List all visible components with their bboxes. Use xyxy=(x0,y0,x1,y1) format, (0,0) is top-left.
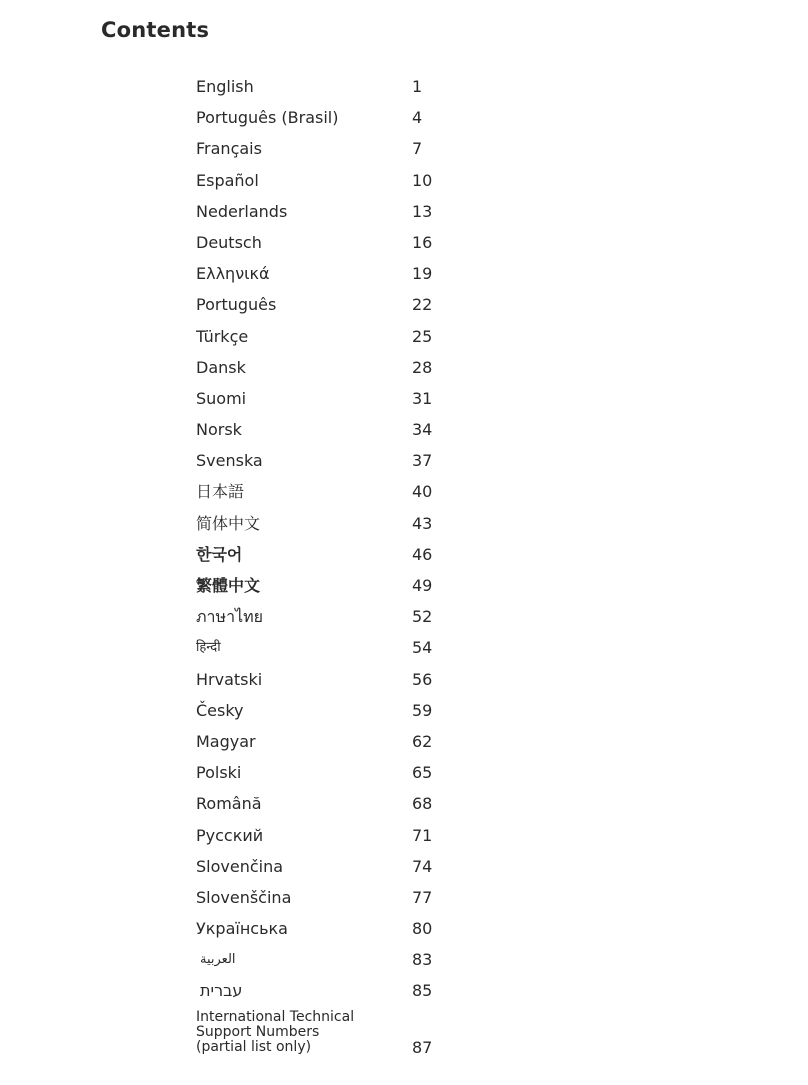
toc-entry-page: 49 xyxy=(412,576,433,595)
toc-entry-label: Hrvatski xyxy=(196,669,263,689)
toc-entry-english[interactable] xyxy=(196,71,516,102)
toc-entry-page: 1 xyxy=(412,77,423,96)
toc-entry-page: 71 xyxy=(412,825,433,845)
toc-entry-ukrainian[interactable] xyxy=(196,913,516,944)
toc-entry-swedish[interactable] xyxy=(196,445,516,476)
toc-entry-page: 62 xyxy=(412,731,433,751)
toc-entry-page: 25 xyxy=(412,326,433,346)
toc-entry-label: 日本語 xyxy=(196,482,245,502)
toc-entry-page: 4 xyxy=(412,108,423,128)
toc-entry-page: 28 xyxy=(412,357,433,377)
toc-entry-simplified-chinese[interactable] xyxy=(196,508,516,539)
toc-entry-page: 59 xyxy=(412,700,433,720)
toc-entry-page: 46 xyxy=(412,544,433,564)
toc-entry-spanish[interactable] xyxy=(196,165,516,196)
toc-entry-support-numbers[interactable] xyxy=(196,1010,516,1062)
toc-entry-page: 40 xyxy=(412,482,433,502)
toc-entry-page: 80 xyxy=(412,919,433,939)
toc-entry-portuguese-brasil[interactable] xyxy=(196,102,516,133)
toc-entry-label: Русский xyxy=(196,825,264,845)
toc-entry-turkish[interactable] xyxy=(196,321,516,352)
toc-entry-page: 85 xyxy=(412,981,433,1001)
toc-entry-label: International Technical Support Numbers (partial list only) xyxy=(196,1008,355,1055)
toc-entry-label: Español xyxy=(196,170,259,190)
toc-entry-page: 16 xyxy=(412,232,433,252)
toc-entry-page: 37 xyxy=(412,451,433,471)
toc-entry-label: हिन्दी xyxy=(196,640,221,656)
toc-entry-label: Ελληνικά xyxy=(196,264,270,284)
toc-entry-page: 34 xyxy=(412,420,433,440)
toc-entry-page: 54 xyxy=(412,638,433,658)
toc-entry-label: עברית xyxy=(200,981,243,1001)
toc-entry-page: 87 xyxy=(412,1037,433,1057)
toc-entry-label: Português xyxy=(196,295,277,315)
toc-entry-label: Română xyxy=(196,794,262,814)
toc-entry-label: Magyar xyxy=(196,731,256,751)
toc-entry-danish[interactable] xyxy=(196,352,516,383)
toc-entry-page: 68 xyxy=(412,794,433,814)
toc-entry-greek[interactable] xyxy=(196,258,516,289)
toc-entry-label: Português (Brasil) xyxy=(196,108,339,128)
toc-entry-german[interactable] xyxy=(196,227,516,258)
toc-entry-norwegian[interactable] xyxy=(196,414,516,445)
toc-entry-romanian[interactable] xyxy=(196,788,516,819)
toc-entry-label: Slovenčina xyxy=(196,856,284,876)
toc-entry-page: 19 xyxy=(412,264,433,284)
toc-entry-page: 77 xyxy=(412,887,433,907)
toc-entry-page: 83 xyxy=(412,950,433,970)
toc-entry-page: 31 xyxy=(412,388,433,408)
toc-entry-dutch[interactable] xyxy=(196,196,516,227)
toc-entry-japanese[interactable] xyxy=(196,476,516,507)
toc-entry-korean[interactable] xyxy=(196,539,516,570)
page-title: Contents xyxy=(101,18,210,42)
toc-entry-croatian[interactable] xyxy=(196,664,516,695)
toc-entry-page: 7 xyxy=(412,139,423,159)
toc-entry-traditional-chinese[interactable] xyxy=(196,570,516,601)
toc-entry-czech[interactable] xyxy=(196,695,516,726)
toc-entry-russian[interactable] xyxy=(196,820,516,851)
toc-entry-label: Nederlands xyxy=(196,201,288,221)
toc-entry-label: Deutsch xyxy=(196,232,262,252)
toc-entry-hungarian[interactable] xyxy=(196,726,516,757)
toc-entry-label: 繁體中文 xyxy=(196,576,261,595)
toc-entry-label: Dansk xyxy=(196,357,246,377)
toc-entry-page: 43 xyxy=(412,513,433,533)
toc-entry-polish[interactable] xyxy=(196,757,516,788)
toc-entry-page: 13 xyxy=(412,201,433,221)
toc-entry-page: 74 xyxy=(412,856,433,876)
toc-entry-finnish[interactable] xyxy=(196,383,516,414)
toc-entry-portuguese[interactable] xyxy=(196,289,516,320)
toc-entry-page: 22 xyxy=(412,295,433,315)
toc-entry-page: 52 xyxy=(412,607,433,627)
toc-entry-hebrew[interactable] xyxy=(196,975,516,1006)
toc-entry-slovak[interactable] xyxy=(196,851,516,882)
toc-entry-label: Українська xyxy=(196,919,288,939)
toc-entry-label: Česky xyxy=(196,700,244,720)
toc-entry-page: 56 xyxy=(412,669,433,689)
toc-entry-arabic[interactable] xyxy=(196,944,516,975)
toc-entry-label: Slovenščina xyxy=(196,887,292,907)
toc-entry-label: Suomi xyxy=(196,388,247,408)
toc-entry-page: 65 xyxy=(412,763,433,783)
toc-entry-label: العربية xyxy=(200,952,236,968)
toc-entry-label: 한국어 xyxy=(196,544,243,564)
toc-entry-hindi[interactable] xyxy=(196,632,516,663)
toc-entry-thai[interactable] xyxy=(196,601,516,632)
toc-entry-label: Türkçe xyxy=(196,326,249,346)
toc-entry-french[interactable] xyxy=(196,133,516,164)
toc-entry-slovenian[interactable] xyxy=(196,882,516,913)
toc-entry-page: 10 xyxy=(412,170,433,190)
toc-entry-label: ภาษาไทย xyxy=(196,607,264,627)
toc-entry-label: Norsk xyxy=(196,420,242,440)
toc-entry-label: 简体中文 xyxy=(196,513,261,533)
toc-entry-label: Svenska xyxy=(196,451,263,471)
toc-entry-label: Français xyxy=(196,139,262,159)
table-of-contents xyxy=(196,71,516,1062)
toc-entry-label: Polski xyxy=(196,763,242,783)
toc-entry-label: English xyxy=(196,77,254,96)
